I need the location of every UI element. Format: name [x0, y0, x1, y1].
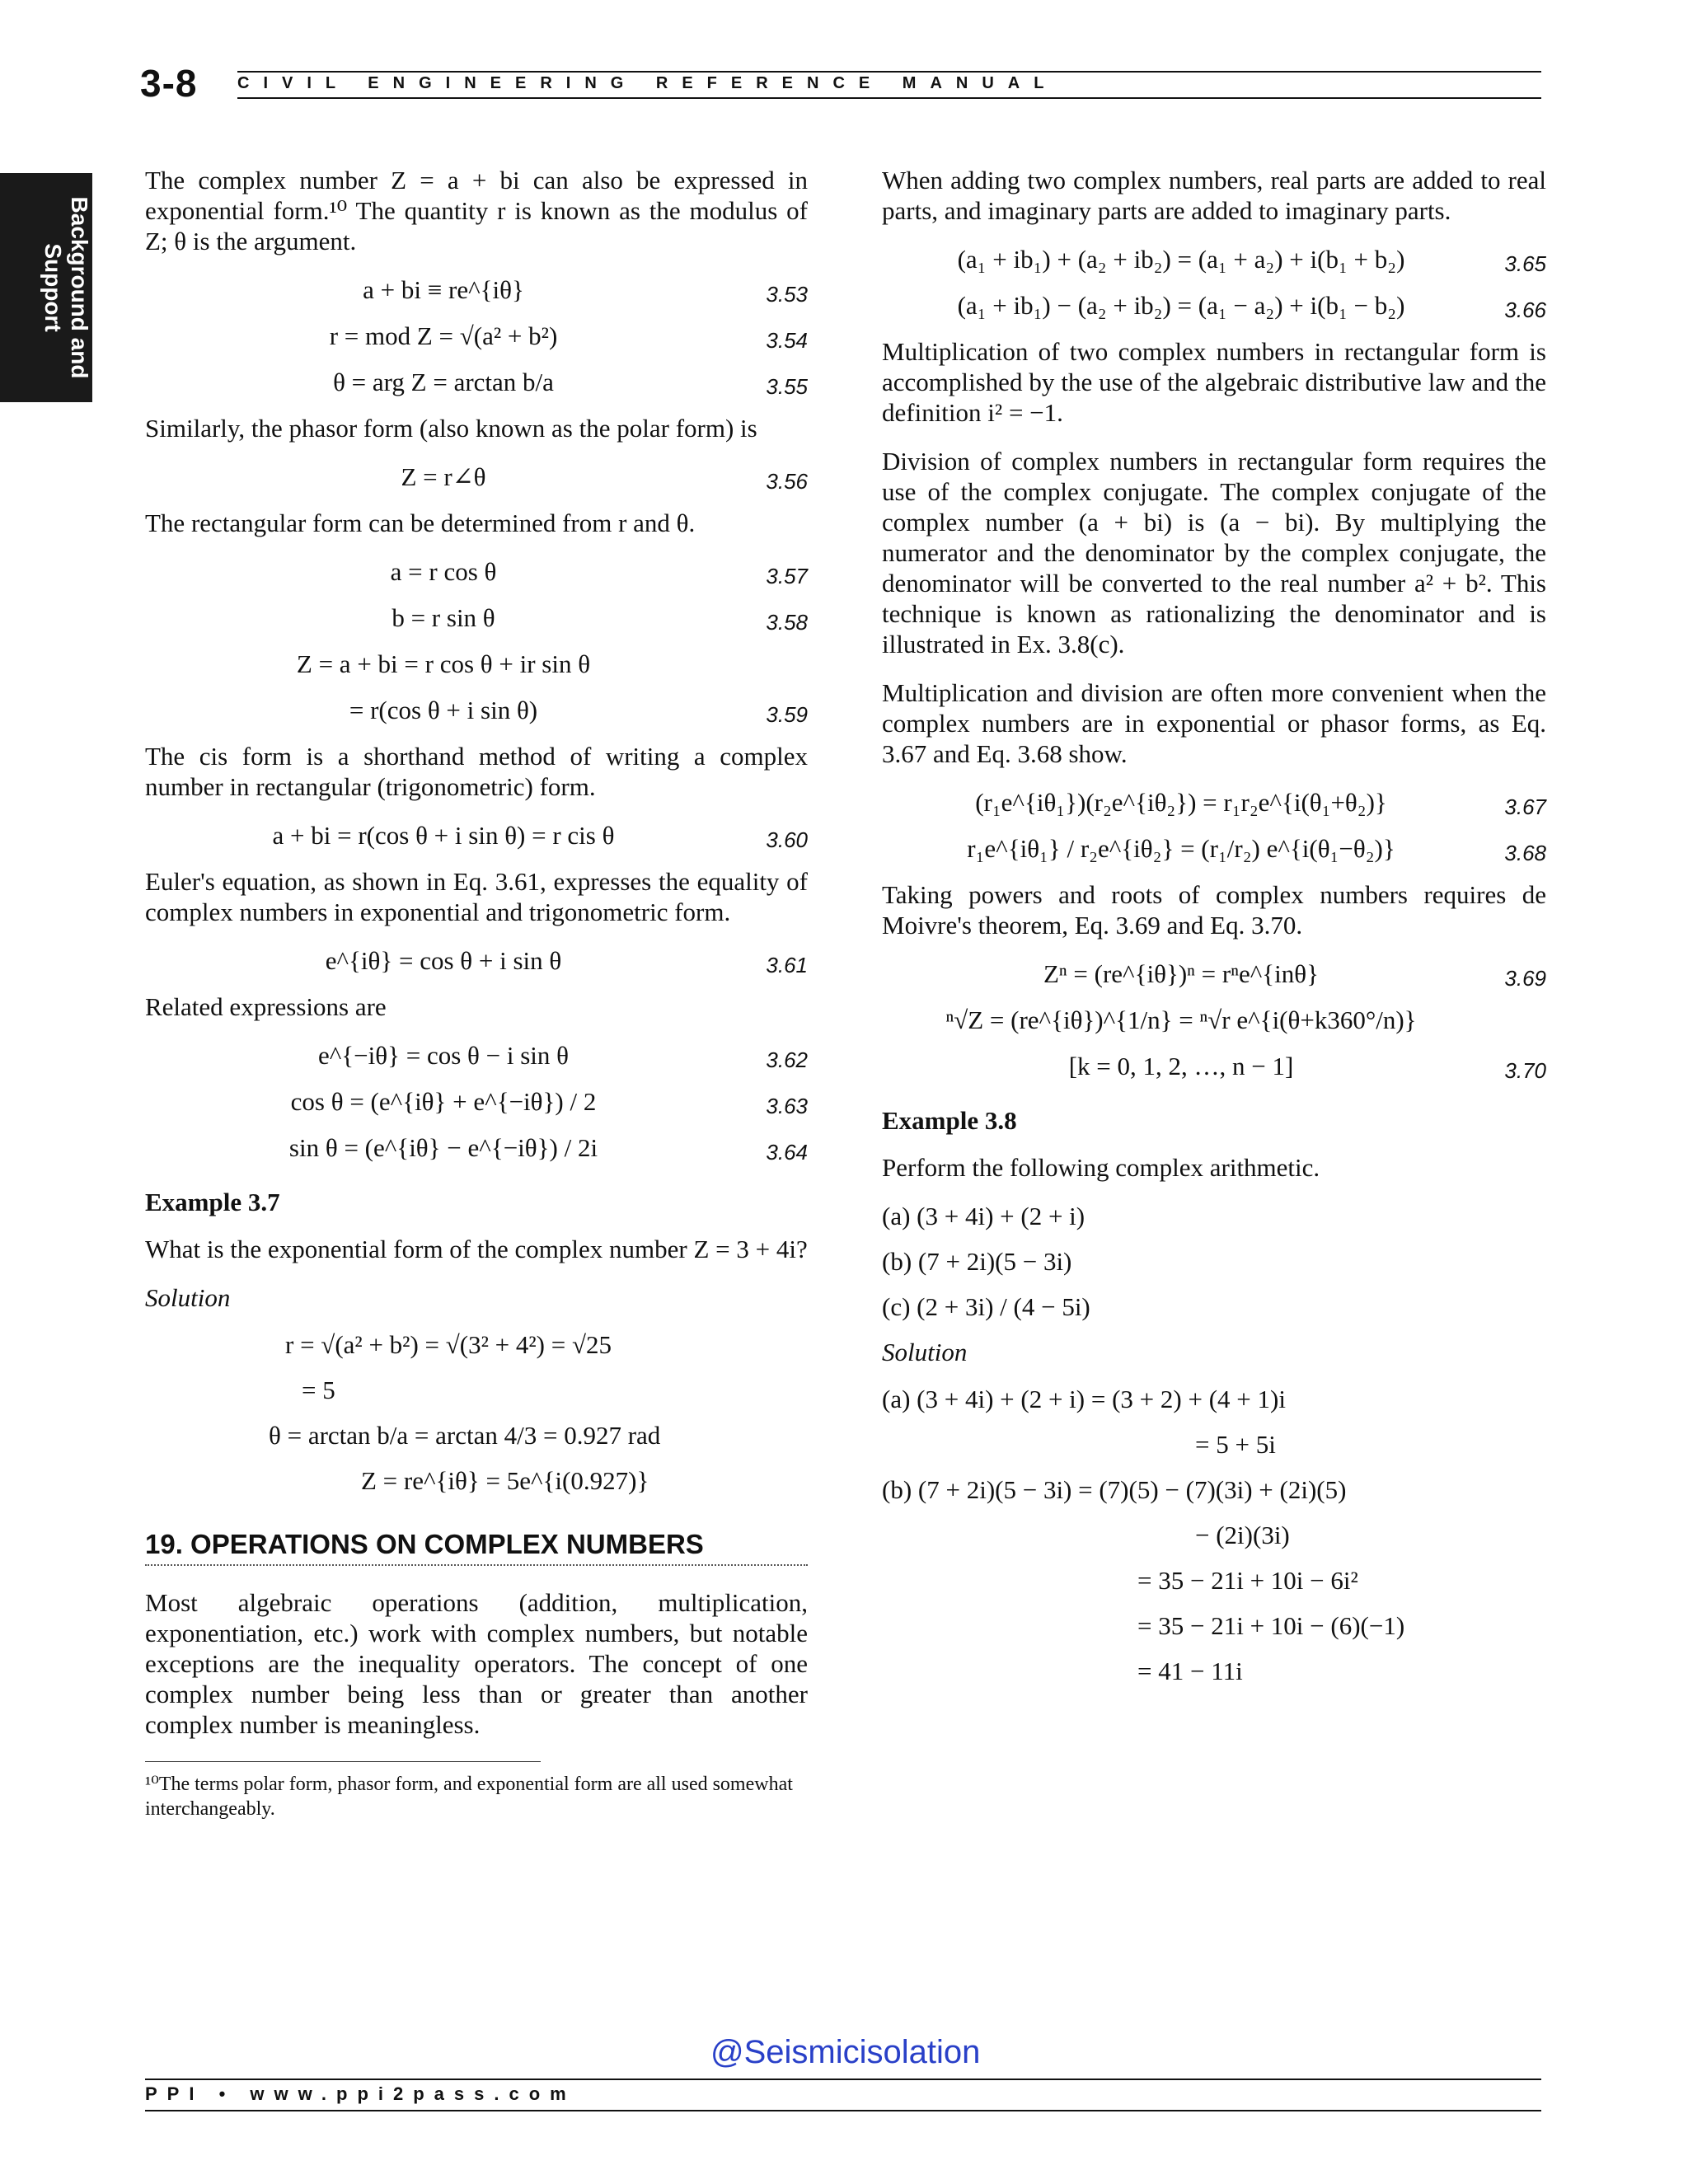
- answer-a-line2: = 5 + 5i: [1195, 1430, 1276, 1459]
- equation-3-60: a + bi = r(cos θ + i sin θ) = r cis θ 3.60: [272, 821, 808, 852]
- example-3-7-question: What is the exponential form of the complex number Z = 3 + 4i?: [145, 1235, 808, 1263]
- left-column: [145, 165, 808, 1821]
- solution-step-1: r = √(a² + b²) = √(3² + 4²) = √25: [285, 1330, 612, 1359]
- answer-b-line1: (b) (7 + 2i)(5 − 3i) = (7)(5) − (7)(3i) + (2i)(5): [882, 1475, 1347, 1504]
- footer-rule-bottom: [145, 2110, 1541, 2111]
- equation-3-59-line2: = r(cos θ + i sin θ) 3.59: [349, 696, 808, 727]
- equation-3-55: θ = arg Z = arctan b/a 3.55: [333, 368, 808, 399]
- example-3-7-title: Example 3.7: [145, 1188, 280, 1216]
- header-rule-bottom: [237, 97, 1541, 99]
- equation-3-56: Z = r∠θ 3.56: [401, 462, 808, 494]
- adding-paragraph: When adding two complex numbers, real parts are added to real parts, and imaginary parts are added to imaginary parts.: [882, 166, 1546, 225]
- solution-step-4: Z = re^{iθ} = 5e^{i(0.927)}: [361, 1466, 649, 1495]
- question-c: (c) (2 + 3i) / (4 − 5i): [882, 1292, 1090, 1321]
- running-title: CIVIL ENGINEERING REFERENCE MANUAL: [237, 74, 1058, 92]
- operations-paragraph: Most algebraic operations (addition, multiplication, exponentiation, etc.) work with complex numbers, but notable exceptions are the inequality operators. The concept of one complex number being less than or greater than another complex number is meaningless.: [145, 1588, 808, 1739]
- equation-3-61: e^{iθ} = cos θ + i sin θ 3.61: [325, 946, 808, 977]
- rectangular-paragraph: The rectangular form can be determined from r and θ.: [145, 509, 696, 537]
- equation-3-62: e^{−iθ} = cos θ − i sin θ 3.62: [317, 1041, 808, 1072]
- solution-step-2: = 5: [302, 1376, 335, 1404]
- footnote-rule: [145, 1761, 541, 1762]
- multiplication-paragraph: Multiplication of two complex numbers in rectangular form is accomplished by the use of the algebraic distributive law and the definition i² = −1.: [882, 337, 1546, 427]
- intro-paragraph: The complex number Z = a + bi can also be expressed in exponential form.¹⁰ The quantity r is known as the modulus of Z; θ is the argument.: [145, 166, 808, 255]
- example-3-7-solution-label: Solution: [145, 1283, 231, 1312]
- footer-rule-top: [145, 2079, 1541, 2080]
- answer-b-line4: = 35 − 21i + 10i − (6)(−1): [1137, 1611, 1405, 1640]
- phasor-paragraph: Similarly, the phasor form (also known as the polar form) is: [145, 414, 757, 443]
- question-a: (a) (3 + 4i) + (2 + i): [882, 1202, 1085, 1230]
- equation-3-59-line1: Z = a + bi = r cos θ + ir sin θ: [296, 649, 591, 678]
- equation-3-69: Zⁿ = (re^{iθ})ⁿ = rⁿe^{inθ} 3.69: [1043, 959, 1546, 991]
- side-tab-label: Background and Support: [40, 196, 92, 379]
- example-3-8-solution-label: Solution: [882, 1338, 968, 1366]
- watermark: @Seismicisolation: [710, 2034, 981, 2070]
- equation-3-64: sin θ = (e^{iθ} − e^{−iθ}) / 2i 3.64: [288, 1133, 808, 1165]
- equation-3-54: r = mod Z = √(a² + b²) 3.54: [329, 321, 808, 353]
- equation-3-66: (a₁ + ib₁) − (a₂ + ib₂) = (a₁ − a₂) + i(b₁ − b₂) 3.66: [957, 291, 1546, 322]
- equation-3-70-line1: ⁿ√Z = (re^{iθ})^{1/n} = ⁿ√r e^{i(θ+k360°/n)}: [945, 1005, 1417, 1034]
- section-side-tab: [0, 173, 92, 402]
- related-paragraph: Related expressions are: [145, 992, 387, 1021]
- equation-3-58: b = r sin θ 3.58: [392, 603, 808, 635]
- multdiv-paragraph: Multiplication and division are often more convenient when the complex numbers are in exponential or phasor forms, as Eq. 3.67 and Eq. 3.68 show.: [882, 678, 1546, 768]
- euler-paragraph: Euler's equation, as shown in Eq. 3.61, expresses the equality of complex numbers in exponential and trigonometric form.: [145, 867, 808, 926]
- answer-a-line1: (a) (3 + 4i) + (2 + i) = (3 + 2) + (4 + 1)i: [882, 1385, 1286, 1413]
- equation-3-57: a = r cos θ 3.57: [390, 557, 808, 588]
- footnote: ¹⁰The terms polar form, phasor form, and exponential form are all used somewhat interchangeably.: [145, 1774, 793, 1820]
- footer-text: PPI • www.ppi2pass.com: [145, 2083, 576, 2104]
- right-column: [882, 165, 1546, 1701]
- answer-b-line2: − (2i)(3i): [1195, 1521, 1290, 1549]
- header-rule-top: [237, 71, 1541, 73]
- example-3-8-question: Perform the following complex arithmetic.: [882, 1153, 1320, 1182]
- equation-3-53: a + bi ≡ re^{iθ} 3.53: [363, 275, 808, 307]
- answer-b-line5: = 41 − 11i: [1137, 1657, 1243, 1685]
- answer-b-line3: = 35 − 21i + 10i − 6i²: [1137, 1566, 1358, 1595]
- equation-3-65: (a₁ + ib₁) + (a₂ + ib₂) = (a₁ + a₂) + i(b₁ + b₂) 3.65: [957, 245, 1546, 276]
- solution-step-3: θ = arctan b/a = arctan 4/3 = 0.927 rad: [269, 1421, 661, 1450]
- equation-3-63: cos θ = (e^{iθ} + e^{−iθ}) / 2 3.63: [290, 1087, 808, 1118]
- question-b: (b) (7 + 2i)(5 − 3i): [882, 1247, 1072, 1276]
- example-3-8-title: Example 3.8: [882, 1106, 1017, 1135]
- page-number: 3-8: [140, 62, 198, 105]
- powers-paragraph: Taking powers and roots of complex numbers requires de Moivre's theorem, Eq. 3.69 and Eq. 3.70.: [882, 880, 1546, 940]
- cis-paragraph: The cis form is a shorthand method of writing a complex number in rectangular (trigonometric) form.: [145, 742, 808, 801]
- equation-3-68: r₁e^{iθ₁} / r₂e^{iθ₂} = (r₁/r₂) e^{i(θ₁−θ₂)} 3.68: [967, 834, 1546, 865]
- section-heading: 19. OPERATIONS ON COMPLEX NUMBERS: [145, 1529, 808, 1566]
- equation-3-70-line2: [k = 0, 1, 2, …, n − 1] 3.70: [1068, 1052, 1546, 1083]
- division-paragraph: Division of complex numbers in rectangular form requires the use of the complex conjugate. The complex conjugate of the complex number (a + bi) is (a − bi). By multiplying the numerator and the denominator by the complex conjugate, the denominator will be converted to the real number a² + b². This technique is known as rationalizing the denominator and is illustrated in Ex. 3.8(c).: [882, 447, 1546, 658]
- equation-3-67: (r₁e^{iθ₁})(r₂e^{iθ₂}) = r₁r₂e^{i(θ₁+θ₂)} 3.67: [975, 788, 1546, 819]
